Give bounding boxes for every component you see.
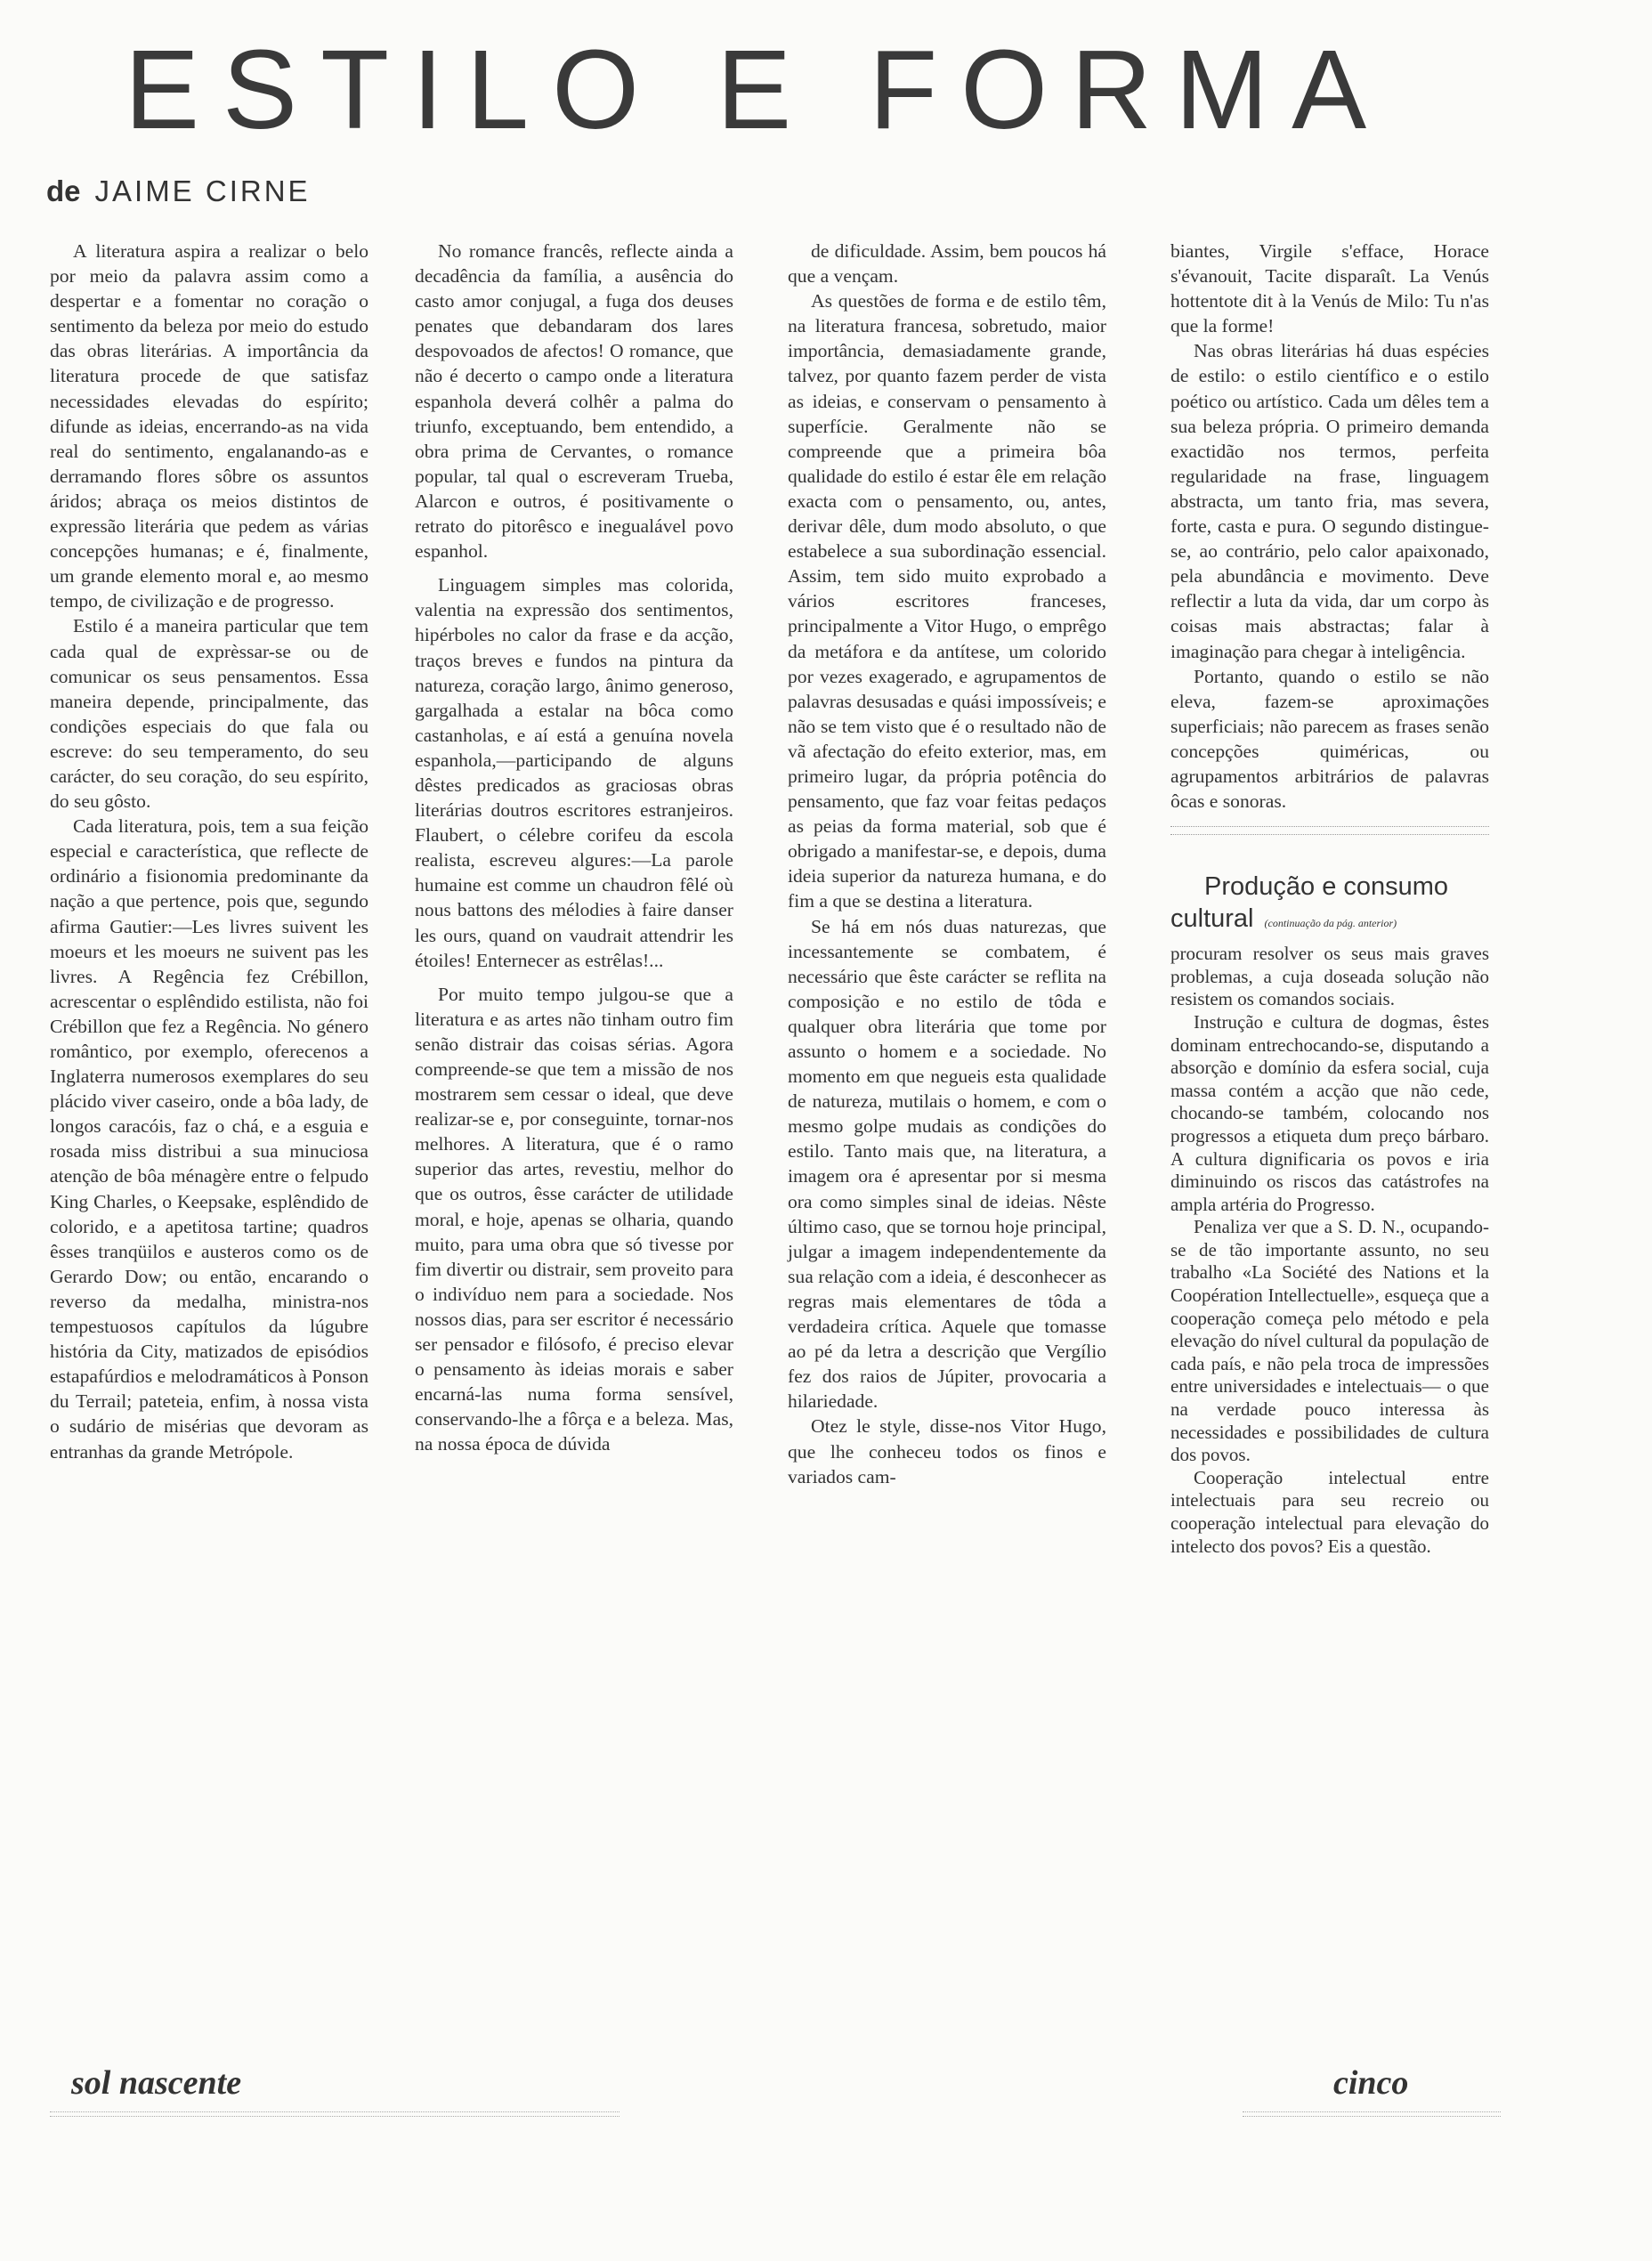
continuation-note: (continuação da pág. anterior) <box>1264 917 1397 930</box>
paragraph: A literatura aspira a realizar o belo por meio da palavra assim como a despertar e a fomentar no coração o sentimento da beleza por meio do estudo das obras literárias. A importância da literatura procede de que satisfaz necessidades elevadas do espírito; difunde as ideias, encerrando-as na vida real do sentimento, engalanando-as e derramando flores sôbre os assuntos áridos; abraça os meios distintos de expressão literária que pedem as várias concepções humanas; e é, finalmente, um grande elemento moral e, ao mesmo tempo, de civilização e de progresso. <box>50 240 368 612</box>
footer-rule-left <box>50 2111 620 2117</box>
sidebar-body <box>1170 943 1489 1558</box>
paragraph: Penaliza ver que a S. D. N., ocupando-se de tão importante assunto, no seu trabalho «La Société des Nations et la Coopération Intellectuelle», esqueça que a cooperação começa pelo método e pela elevação do nível cultural da população de cada país, e não pela troca de impressões entre universidades e intelectuais— o que na verdade pouco interessa às necessidades e possibilidades de cultura dos povos. <box>1170 1216 1490 1466</box>
paragraph: No romance francês, reflecte ainda a decadência da família, a ausência do casto amor conjugal, a fuga dos deuses penates que debandaram dos lares despovoados de afectos! O romance, que não é decerto o campo onde a literatura espanhola deverá colhêr a palma do triunfo, exceptuando, bem entendido, a obra prima de Cervantes, o romance popular, tal qual o escreveram Trueba, Alarcon e outros, é positivamente o retrato do pitorêsco e inegualável povo espanhol. <box>415 240 733 563</box>
article-column-4 <box>1170 239 1489 1558</box>
paragraph: Linguagem simples mas colorida, valentia na expressão dos sentimentos, hipérboles no calor da frase e da acção, traços breves e fundos na pintura da natureza, coração largo, ânimo generoso, gargalhada a estalar na bôca como castanholas, e aí está a genuína novela espanhola,—participando de alguns dêstes predicados as graciosas obras literárias doutros escritores estranjeiros. Flaubert, o célebre corifeu da escola realista, escreveu algures:—La parole humaine est comme un chaudron fêlé où nous battons des mélodies à faire danser les ours, quand on vaudrait attendrir les étoiles! Enternecer as estrêlas!... <box>415 574 733 971</box>
paragraph: de dificuldade. Assim, bem poucos há que a vençam. <box>788 240 1106 288</box>
paragraph: Cooperação intelectual entre intelectuais para seu recreio ou cooperação intelectual para elevação do intelecto dos povos? Eis a questão. <box>1170 1466 1489 1557</box>
article-column-2 <box>415 239 733 1457</box>
paragraph: Se há em nós duas naturezas, que incessantemente se combatem, é necessário que êste carácter se reflita na composição e no estilo de tôda e qualquer obra literária que tome por assunto o homem e a sociedade. No momento em que negueis esta qualidade de natureza, mutilais o homem, e com o mesmo golpe mudais as condições do estilo. Tanto mais que, na literatura, a imagem ora é apresentar por si mesma ora como simples sinal de ideias. Nêste último caso, que se tornou hoje principal, julgar a imagem independentemente da sua relação com a ideia, é desconhecer as regras mais elementares de tôda a verdadeira crítica. Aquele que tomasse ao pé da letra a descrição que Vergílio fez dos raios de Júpiter, provocaria a hilariedade. <box>788 915 1106 1413</box>
paragraph: Nas obras literárias há duas espécies de estilo: o estilo científico e o estilo poético ou artístico. Cada um dêles tem a sua beleza própria. O primeiro demanda exactidão nos termos, perfeita regularidade na frase, linguagem abstracta, um tanto fria, mas severa, forte, casta e pura. O segundo distingue-se, ao contrário, pelo calor apaixonado, pela abundância e movimento. Deve reflectir a luta da vida, dar um corpo às coisas mais abstractas; falar à imaginação para chegar à inteligência. <box>1170 340 1489 662</box>
paragraph: biantes, Virgile s'efface, Horace s'évanouit, Tacite disparaît. La Venús hottentote dit à la Venús de Milo: Tu n'as que la forme! <box>1170 240 1489 337</box>
paragraph: procuram resolver os seus mais graves problemas, a cuja doseada solução não resistem os comandos sociais. <box>1170 943 1489 1010</box>
paragraph: As questões de forma e de estilo têm, na literatura francesa, sobretudo, maior importância, demasiadamente grande, talvez, por quanto fazem perder de vista as ideias, e conservam o pensamento à superfície. Geralmente não se compreende que a primeira bôa qualidade do estilo é estar êle em relação exacta com o pensamento, ou, antes, derivar dêle, dum modo absoluto, o que estabelece a sua subordinação essencial. Assim, tem sido muito exprobado a vários escritores franceses, principalmente a Vitor Hugo, o emprêgo da metáfora e da antítese, um colorido por vezes exagerado, e agrupamentos de palavras desusadas e quási impossíveis; e não se tem visto que é o resultado não de vã afectação do efeito exterior, mas, em primeiro lugar, da própria potência do pensamento, que faz voar feitas pedaços as peias da forma material, sob que é obrigado a manifestar-se, e depois, duma ideia superior da natureza humana, e do fim a que se destina a literatura. <box>788 290 1107 912</box>
sidebar-title-line2 <box>1170 903 1489 939</box>
byline-prefix: de <box>46 174 81 207</box>
paragraph: Instrução e cultura de dogmas, êstes dominam entrechocando-se, disputando a absorção e domínio da esfera social, cuja massa contém a acção que não cede, chocando-se também, colocando nos progressos a etiqueta dum preço bárbaro. A cultura dignificaria os povos e iria diminuindo os riscos das catástrofes na ampla artéria do Progresso. <box>1170 1010 1489 1215</box>
paragraph: Otez le style, disse-nos Vitor Hugo, que lhe conheceu todos os finos e variados cam- <box>788 1415 1106 1487</box>
sidebar-title: Produção e consumo <box>1204 872 1449 902</box>
footer-page-number: cinco <box>1333 2064 1409 2102</box>
paragraph: Cada literatura, pois, tem a sua feição especial e característica, que reflecte de ordinário a fisionomia predominante da nação a que pertence, pois que, segundo afirma Gautier:—Les livres suivent les moeurs et les moeurs ne suivent pas les livres. A Regência fez Crébillon, acrescentar o esplêndido estilista, não foi Crébillon que fez a Regência. No género romântico, por exemplo, oferecenos a Inglaterra numerosos exemplares do seu plácido viver caseiro, onde a bôa lady, de longos caracóis, faz o chá, e a esguia e rosada miss distribui a sua minuciosa atenção de bôa ménagère entre o felpudo King Charles, o Keepsake, esplêndido de colorido, e a apetitosa tartine; quadros êsses tranqüilos e austeros como os de Gerardo Dow; ou então, encarando o reverso da medalha, ministra-nos tempestuosos capítulos da lúgubre história da City, matizados de episódios estapafúrdios e melodramáticos à Ponson du Terrail; pateteia, enfim, à nossa vista o sudário de misérias que devoram as entranhas da grande Metrópole. <box>50 815 368 1463</box>
paragraph: Por muito tempo julgou-se que a literatura e as artes não tinham outro fim senão distrair das coisas sérias. Agora compreende-se que tem a missão de nos mostrarem sem cessar o ideal, que deve realizar-se e, por conseguinte, tornar-nos melhores. A literatura, que é o ramo superior das artes, revestiu, melhor do que os outros, êsse carácter de utilidade moral, e hoje, apenas se olharia, quando muito, para uma obra que só tivesse por fim divertir ou distrair, sem proveito para o indivíduo nem para a sociedade. Nos nossos dias, para ser escritor é necessário ser pensador e filósofo, é preciso elevar o pensamento às ideias morais e saber encarná-las numa forma sensível, conservando-lhe a fôrça e a beleza. Mas, na nossa época de dúvida <box>415 983 733 1455</box>
article-column-3 <box>788 239 1106 1489</box>
footer-rule-right <box>1243 2111 1501 2117</box>
footer-publication-name: sol nascente <box>71 2064 242 2102</box>
byline-author: JAIME CIRNE <box>94 174 311 207</box>
sidebar-article <box>1170 871 1489 1558</box>
article-title: ESTILO E FORMA <box>125 27 1390 152</box>
section-divider <box>1170 826 1489 835</box>
paragraph: Portanto, quando o estilo se não eleva, fazem-se aproximações superficiais; não parecem as frases senão concepções quiméricas, ou agrupamentos arbitrários de palavras ôcas e sonoras. <box>1170 665 1489 813</box>
article-column-1 <box>50 239 368 1464</box>
byline <box>46 174 311 208</box>
paragraph: Estilo é a maneira particular que tem cada qual de exprèssar-se ou de comunicar os seus pensamentos. Essa maneira depende, principalmente, das condições especiais do que fala ou escreve: do seu temperamento, do seu carácter, do seu coração, do seu espírito, do seu gôsto. <box>50 615 368 813</box>
sidebar-title-word: cultural <box>1170 904 1254 934</box>
